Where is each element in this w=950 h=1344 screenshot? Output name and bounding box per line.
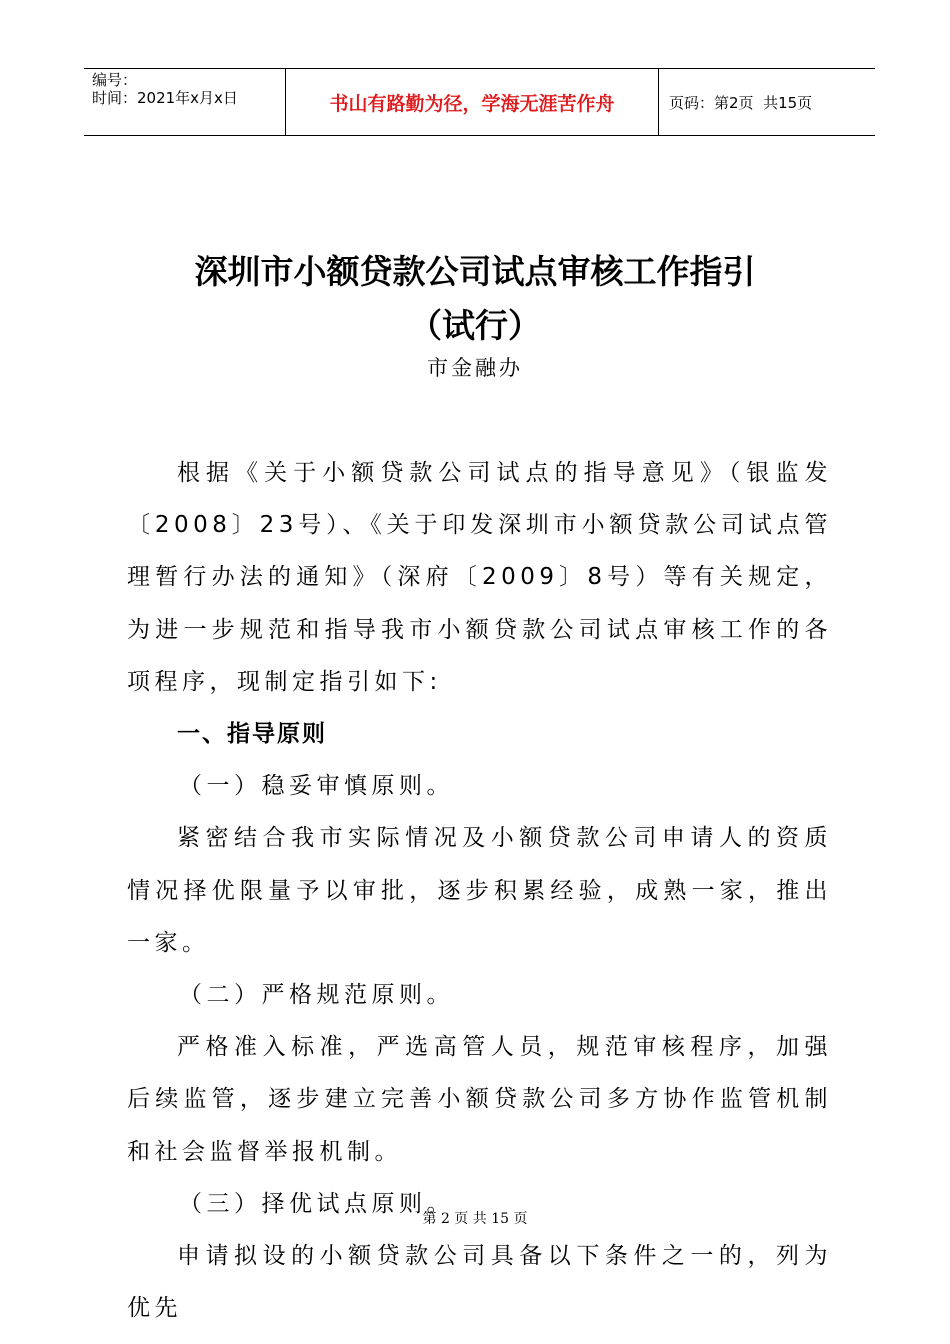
- page-footer: 第 2 页 共 15 页: [422, 1211, 528, 1227]
- subsection-paragraph: 紧密结合我市实际情况及小额贷款公司申请人的资质情况择优限量予以审批，逐步积累经验，成熟一家，推出一家。: [127, 825, 832, 956]
- intro-paragraph: 根据《关于小额贷款公司试点的指导意见》（银监发〔2008〕23号）、《关于印发深圳市小额贷款公司试点管理暂行办法的通知》（深府〔2009〕8号）等有关规定，为进一步规范和指导我市小额贷款公司试点审核工作的各项程序，现制定指引如下:: [127, 460, 832, 695]
- page-header: [84, 68, 875, 136]
- header-meta-cell: [84, 69, 286, 135]
- subsection-heading: （三）择优试点原则。: [179, 1190, 454, 1217]
- subsection-paragraph: 严格准入标准，严选高管人员，规范审核程序，加强后续监管，逐步建立完善小额贷款公司多方协作监管机制和社会监督举报机制。: [127, 1034, 832, 1165]
- document-subtitle: （试行）: [409, 306, 541, 345]
- subsection-paragraph: 申请拟设的小额贷款公司具备以下条件之一的，列为优先: [127, 1243, 832, 1322]
- document-number-label: 编号：: [92, 71, 138, 89]
- header-slogan: 书山有路勤为径，学海无涯苦作舟: [286, 69, 659, 135]
- section-heading: 一、指导原则: [177, 721, 327, 748]
- document-author: 市金融办: [427, 356, 523, 380]
- document-title: 深圳市小额贷款公司试点审核工作指引: [194, 252, 756, 291]
- subsection-heading: （一）稳妥审慎原则。: [179, 773, 454, 800]
- subsection-heading: （二）严格规范原则。: [179, 982, 454, 1009]
- header-page-info: 页码：第2页 共15页: [669, 93, 813, 112]
- document-body: [127, 447, 832, 1334]
- header-page-cell: [659, 69, 875, 135]
- document-time-label: 时间：2021年x月x日: [92, 89, 238, 107]
